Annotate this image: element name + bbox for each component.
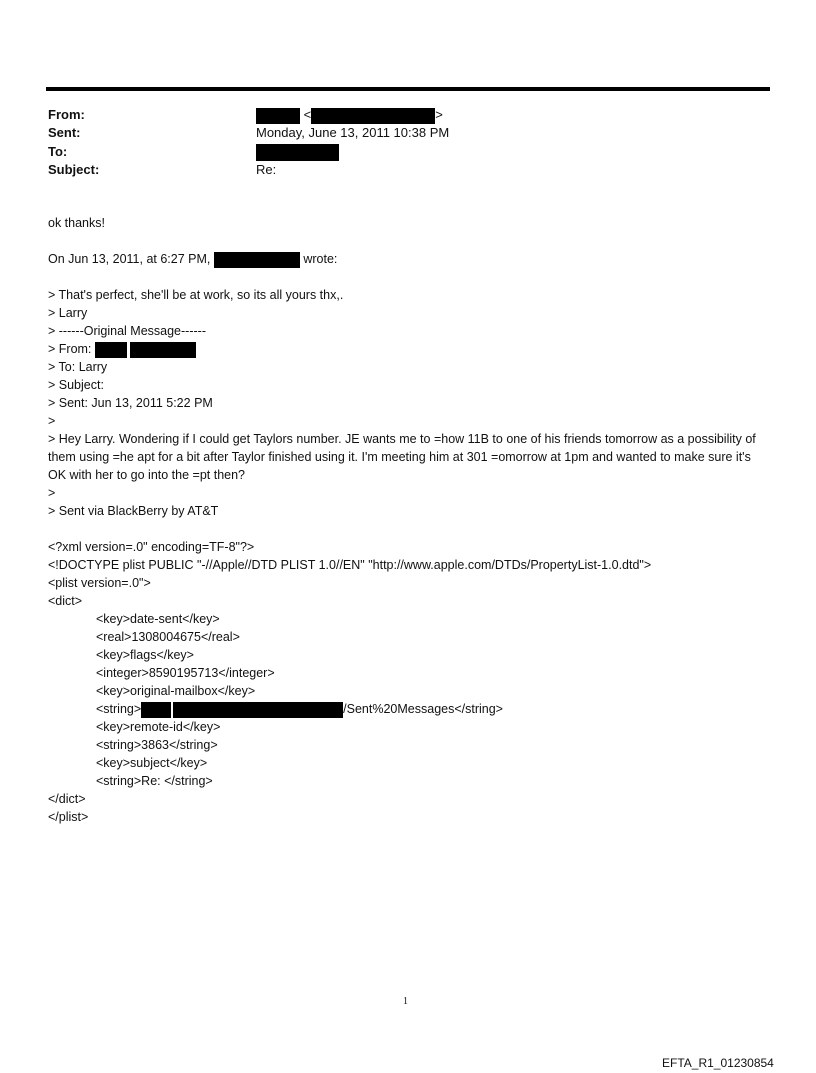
redaction-box	[141, 702, 171, 718]
quoted-line: >	[48, 414, 56, 428]
plist-line: <string>Re: </string>	[96, 774, 213, 788]
quoted-line: > ------Original Message------	[48, 324, 206, 338]
plist-line: <?xml version=.0" encoding=TF-8"?>	[48, 540, 255, 554]
plist-line: <key>original-mailbox</key>	[96, 684, 256, 698]
from-label: From:	[48, 107, 85, 122]
plist-line: <dict>	[48, 594, 83, 608]
redaction-box	[214, 252, 300, 268]
page-number: 1	[403, 996, 408, 1007]
plist-line: <key>remote-id</key>	[96, 720, 221, 734]
redaction-box	[256, 144, 339, 161]
redaction-box	[311, 108, 435, 124]
quoted-from-line: > From:	[48, 340, 768, 358]
plist-line: <!DOCTYPE plist PUBLIC "-//Apple//DTD PLIST 1.0//EN" "http://www.apple.com/DTDs/PropertyList-1.0.dtd">	[48, 558, 652, 572]
email-body	[48, 214, 768, 826]
plist-line: </dict>	[48, 792, 86, 806]
plist-line: </plist>	[48, 810, 89, 824]
redaction-box	[95, 342, 127, 358]
redaction-box	[173, 702, 343, 718]
redaction-box	[256, 108, 300, 124]
quoted-line: > That's perfect, she'll be at work, so its all yours thx,.	[48, 288, 344, 302]
plist-line: <key>date-sent</key>	[96, 612, 220, 626]
bates-number: EFTA_R1_01230854	[662, 1056, 774, 1070]
plist-line: <real>1308004675</real>	[96, 630, 240, 644]
plist-mailbox-line: <string> /Sent%20Messages</string>	[96, 702, 503, 716]
quoted-to-line: > To: Larry	[48, 360, 108, 374]
to-label: To:	[48, 144, 68, 159]
quoted-signature: > Sent via BlackBerry by AT&T	[48, 504, 219, 518]
plist-line: <string>3863</string>	[96, 738, 218, 752]
from-value: < >	[256, 106, 443, 124]
quoted-line: >	[48, 486, 56, 500]
sent-label: Sent:	[48, 125, 81, 140]
reply-text: ok thanks!	[48, 216, 105, 230]
on-wrote-line: On Jun 13, 2011, at 6:27 PM, wrote:	[48, 252, 338, 266]
plist-line: <key>subject</key>	[96, 756, 208, 770]
subject-value: Re:	[256, 162, 277, 177]
quoted-sent-line: > Sent: Jun 13, 2011 5:22 PM	[48, 396, 213, 410]
plist-line: <plist version=.0">	[48, 576, 151, 590]
quoted-line: > Larry	[48, 306, 88, 320]
plist-line: <integer>8590195713</integer>	[96, 666, 275, 680]
subject-label: Subject:	[48, 162, 100, 177]
redaction-box	[130, 342, 196, 358]
plist-line: <key>flags</key>	[96, 648, 194, 662]
header-rule	[46, 87, 770, 91]
sent-value: Monday, June 13, 2011 10:38 PM	[256, 125, 450, 140]
quoted-message: > Hey Larry. Wondering if I could get Taylors number. JE wants me to =how 11B to one of his friends tomorrow as a possibility of them using =he apt for a bit after Taylor finished using it. I'm meeting him at 301 =omorrow at 1pm and wanted to make sure it's OK with her to go into the =pt then?	[48, 432, 756, 482]
quoted-subject-line: > Subject:	[48, 378, 104, 392]
to-value	[256, 143, 339, 161]
